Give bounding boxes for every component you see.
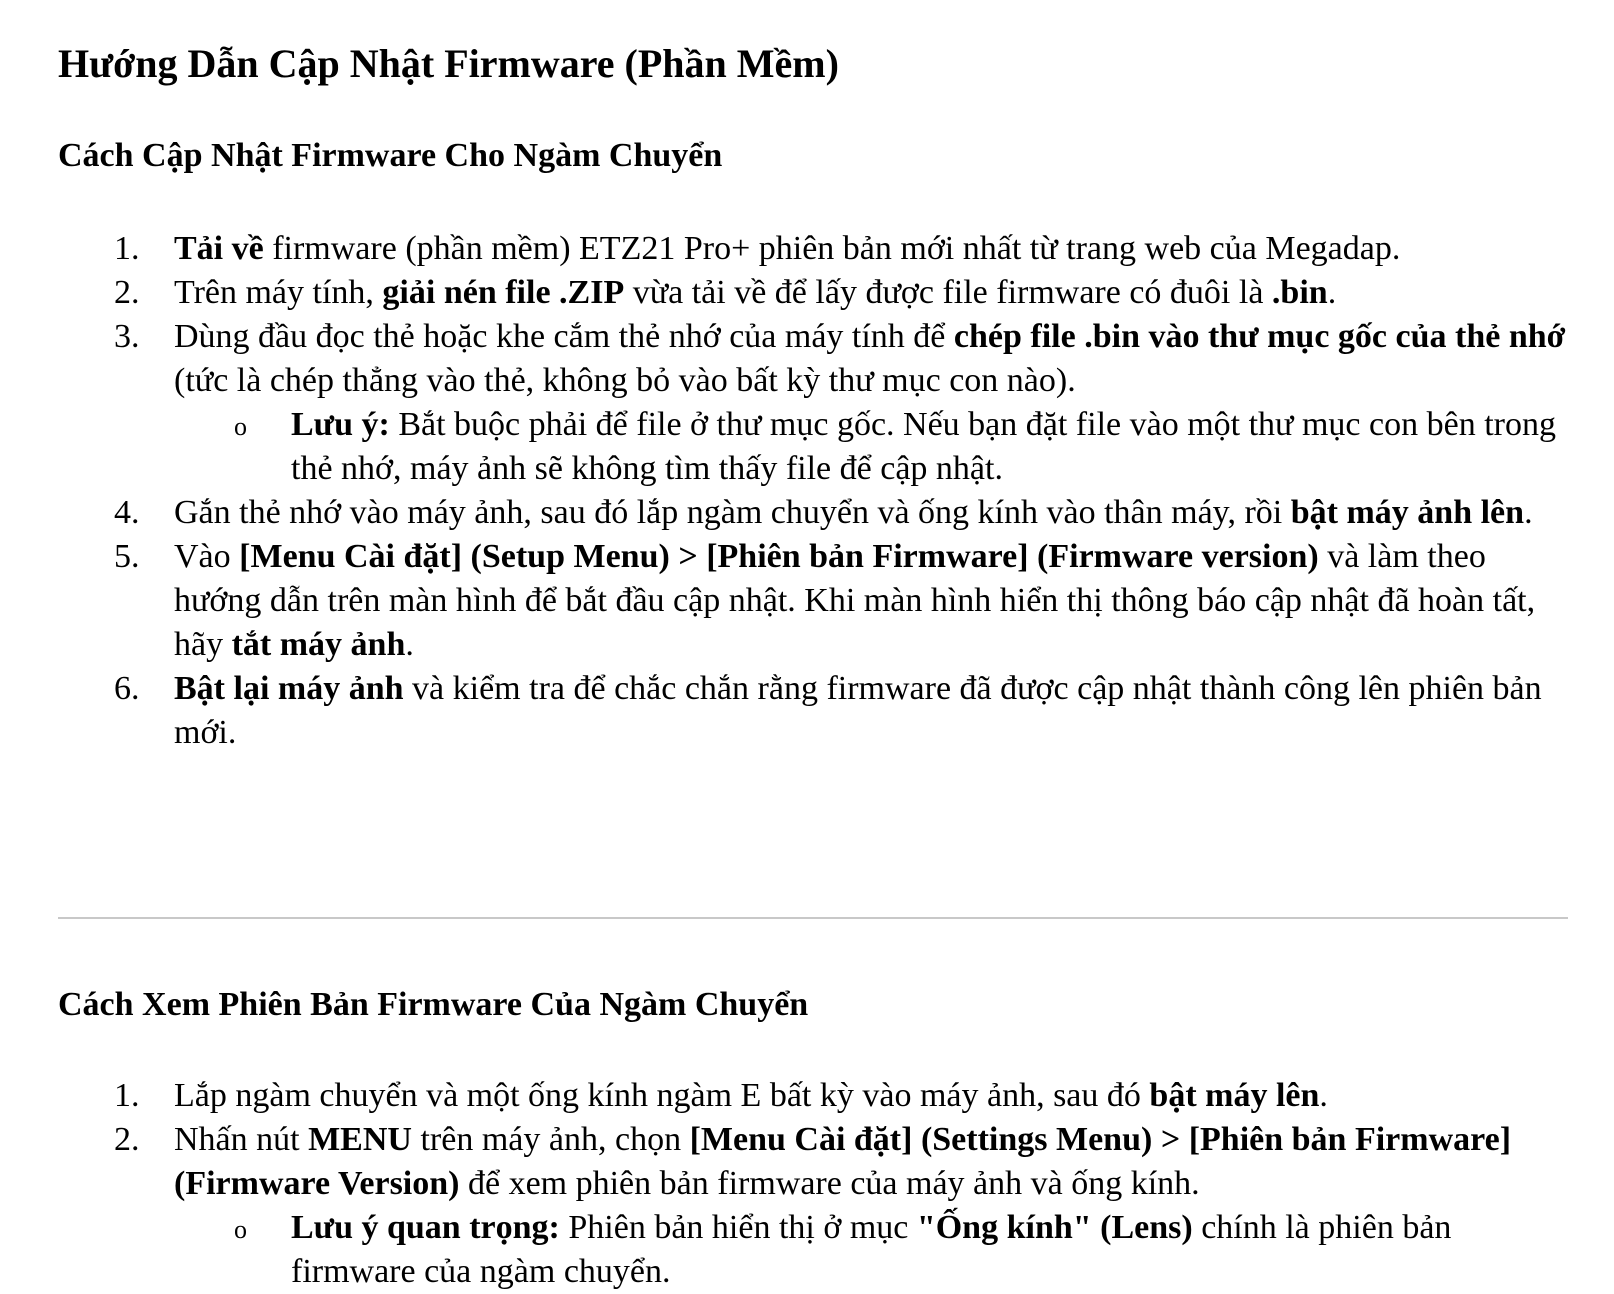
text: và kiểm tra để chắc chắn rằng firmware đã được cập nhật thành công lên phiên bản mới. bbox=[174, 670, 1542, 751]
text: . bbox=[1524, 494, 1533, 531]
sub-list-item bbox=[174, 1206, 1578, 1294]
list-number: 2. bbox=[114, 274, 140, 311]
text: firmware (phần mềm) ETZ21 Pro+ phiên bản mới nhất từ trang web của Megadap. bbox=[263, 230, 1401, 267]
list-number: 4. bbox=[114, 494, 140, 531]
text: . bbox=[1327, 274, 1337, 311]
text: Phiên bản hiển thị ở mục bbox=[559, 1209, 917, 1246]
page-title: Hướng Dẫn Cập Nhật Firmware (Phần Mềm) bbox=[58, 41, 839, 86]
text: Trên máy tính, bbox=[174, 274, 383, 311]
bold-text: tắt máy ảnh bbox=[231, 626, 406, 663]
list-number: 6. bbox=[114, 670, 140, 707]
list-item bbox=[58, 535, 1578, 667]
text: Dùng đầu đọc thẻ hoặc khe cắm thẻ nhớ của máy tính để bbox=[174, 318, 954, 355]
sub-list bbox=[174, 1206, 1578, 1294]
text: . bbox=[405, 626, 414, 663]
section-heading-update: Cách Cập Nhật Firmware Cho Ngàm Chuyển bbox=[58, 137, 723, 174]
text: Vào bbox=[174, 538, 240, 575]
list-item bbox=[58, 271, 1578, 315]
text: để xem phiên bản firmware của máy ảnh và ống kính. bbox=[459, 1165, 1200, 1202]
section-divider bbox=[58, 917, 1568, 919]
text: chính là phiên bản firmware của ngàm chuyển. bbox=[291, 1209, 1452, 1290]
bold-text: [Menu Cài đặt] (Settings Menu) > [Phiên bản Firmware] (Firmware Version) bbox=[174, 1121, 1512, 1202]
bold-text: chép file .bin vào thư mục gốc của thẻ nhớ bbox=[953, 318, 1566, 355]
bold-text: Lưu ý: bbox=[291, 406, 390, 443]
list-item bbox=[58, 1118, 1578, 1294]
bold-text: bật máy ảnh lên bbox=[1290, 494, 1525, 531]
text: Bắt buộc phải để file ở thư mục gốc. Nếu bạn đặt file vào một thư mục con bên trong thẻ nhớ, máy ảnh sẽ không tìm thấy file để cập nhật. bbox=[291, 406, 1556, 487]
bold-text: Bật lại máy ảnh bbox=[174, 670, 404, 707]
list-number: 1. bbox=[114, 1077, 140, 1114]
list-item bbox=[58, 667, 1578, 755]
text: Nhấn nút bbox=[174, 1121, 309, 1158]
bold-text: "Ống kính" (Lens) bbox=[916, 1209, 1193, 1246]
bold-text: Lưu ý quan trọng: bbox=[291, 1209, 560, 1246]
list-item bbox=[58, 491, 1578, 535]
bold-text: Tải về bbox=[174, 230, 264, 267]
bold-text: [Menu Cài đặt] (Setup Menu) > [Phiên bản Firmware] (Firmware version) bbox=[239, 538, 1319, 575]
list-number: 5. bbox=[114, 538, 140, 575]
list-item bbox=[58, 227, 1578, 271]
list-item bbox=[58, 1074, 1578, 1118]
list-number: 2. bbox=[114, 1121, 140, 1158]
update-steps-list bbox=[58, 227, 1578, 755]
text: và làm theo hướng dẫn trên màn hình để bắt đầu cập nhật. Khi màn hình hiển thị thông báo cập nhật đã hoàn tất, hãy bbox=[174, 538, 1536, 663]
list-number: 1. bbox=[114, 230, 140, 267]
hollow-bullet-icon: o bbox=[234, 412, 247, 441]
text: . bbox=[1319, 1077, 1328, 1114]
text: Lắp ngàm chuyển và một ống kính ngàm E bất kỳ vào máy ảnh, sau đó bbox=[174, 1077, 1150, 1114]
bold-text: bật máy lên bbox=[1149, 1077, 1320, 1114]
bold-text: MENU bbox=[308, 1121, 412, 1158]
sub-list-item bbox=[174, 403, 1578, 491]
text: Gắn thẻ nhớ vào máy ảnh, sau đó lắp ngàm chuyển và ống kính vào thân máy, rồi bbox=[174, 494, 1291, 531]
list-number: 3. bbox=[114, 318, 140, 355]
sub-list bbox=[174, 403, 1578, 491]
section-heading-check-version: Cách Xem Phiên Bản Firmware Của Ngàm Chuyển bbox=[58, 986, 809, 1023]
check-version-steps-list bbox=[58, 1074, 1578, 1294]
bold-text: .bin bbox=[1271, 274, 1328, 311]
text: (tức là chép thẳng vào thẻ, không bỏ vào bất kỳ thư mục con nào). bbox=[174, 362, 1076, 399]
list-item bbox=[58, 315, 1578, 491]
text: trên máy ảnh, chọn bbox=[411, 1121, 690, 1158]
hollow-bullet-icon: o bbox=[234, 1215, 247, 1244]
bold-text: giải nén file .ZIP bbox=[382, 274, 625, 311]
text: vừa tải về để lấy được file firmware có đuôi là bbox=[624, 274, 1272, 311]
